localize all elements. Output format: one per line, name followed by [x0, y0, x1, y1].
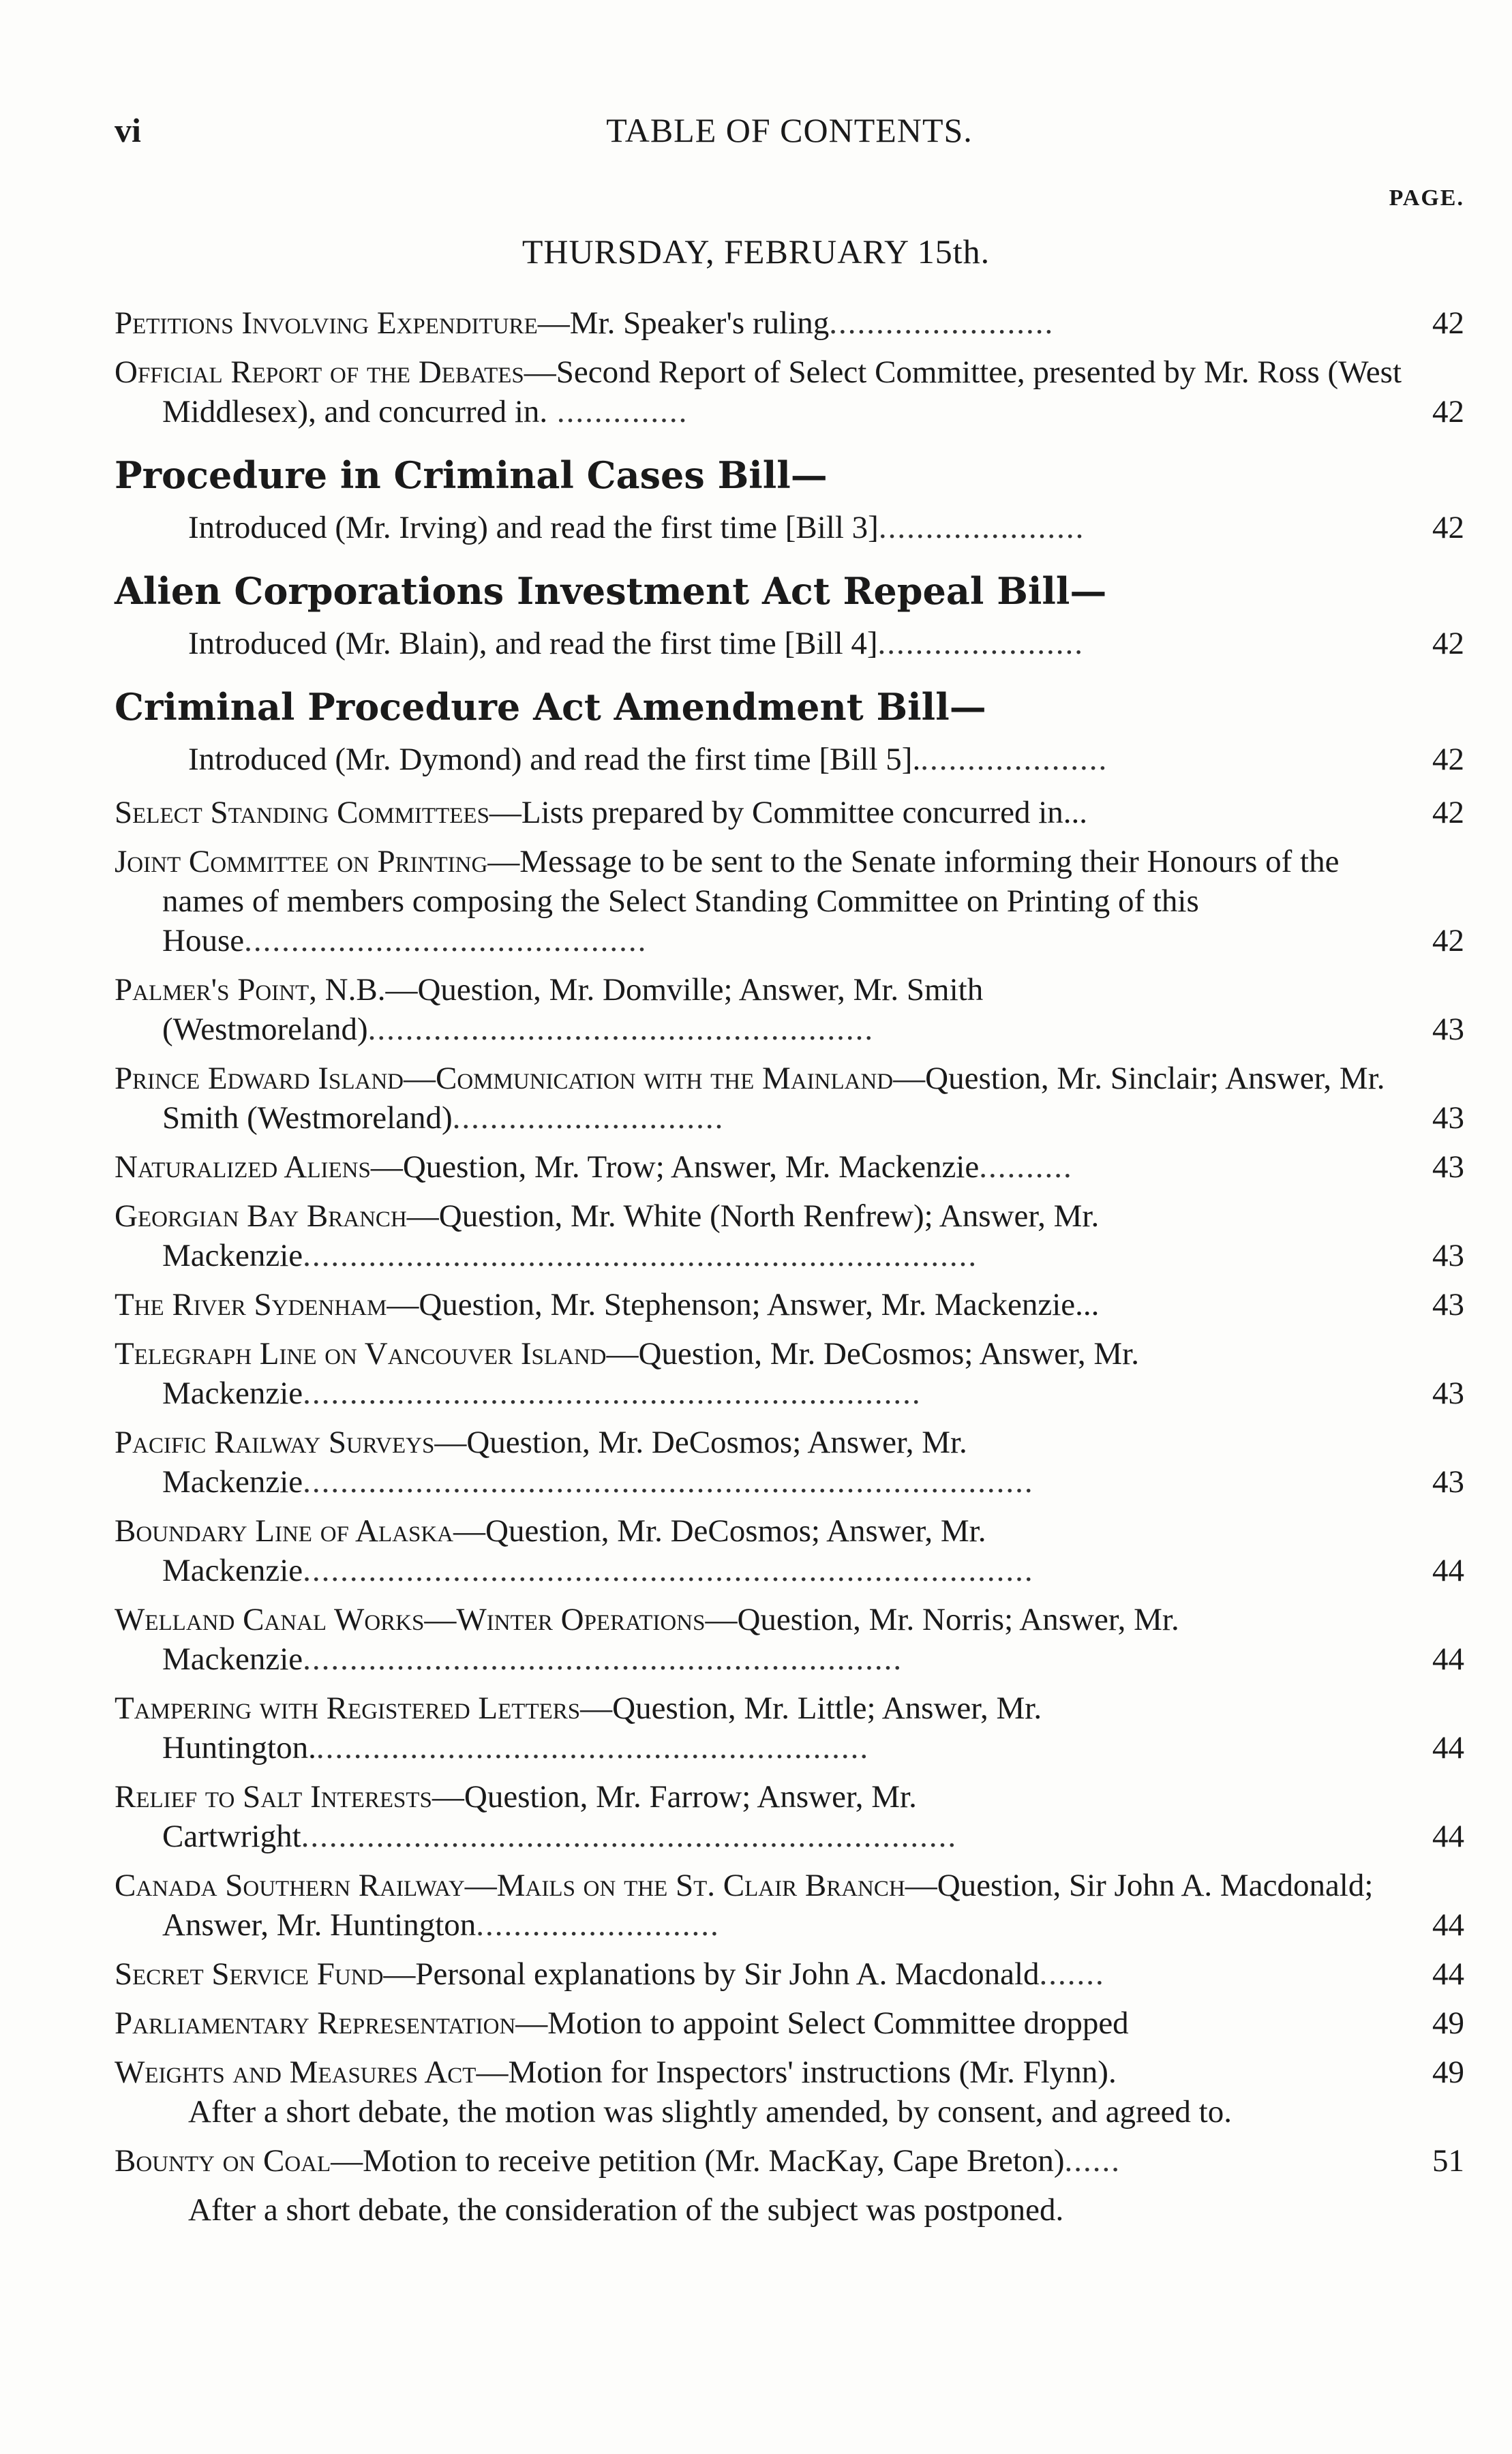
entry-head: Boundary Line of Alaska: [115, 1513, 454, 1549]
dot-leader: ..........: [979, 1149, 1073, 1185]
entry-body: —Motion to appoint Select Committee dropped: [515, 2005, 1129, 2041]
entry-head: Georgian Bay Branch: [115, 1198, 407, 1234]
toc-entry: [115, 352, 1464, 431]
entry-body: —Question, Mr. Stephenson; Answer, Mr. Mackenzie...: [387, 1287, 1100, 1322]
bill-line: Introduced (Mr. Dymond) and read the first time [Bill 5].: [188, 742, 921, 777]
entry-body: —Mr. Speaker's ruling: [537, 305, 830, 341]
toc-entry: [115, 1688, 1464, 1768]
entry-head: Petitions Involving Expenditure: [115, 305, 538, 341]
dot-leader: ...........................................: [244, 923, 648, 958]
entry-head: Welland Canal Works—Winter Operations: [115, 1602, 706, 1637]
bill-section: [115, 565, 1464, 663]
dot-leader: .......: [1039, 1956, 1105, 1992]
page-number: 42: [1432, 923, 1464, 958]
page-number: 44: [1432, 1553, 1464, 1588]
entry-head: Telegraph Line on Vancouver Island: [115, 1336, 607, 1372]
running-header: [115, 110, 1464, 158]
toc-entry: [115, 1059, 1464, 1138]
page-number: 44: [1432, 1730, 1464, 1766]
toc-entry: [115, 1777, 1464, 1856]
page-number: 44: [1432, 1819, 1464, 1854]
toc-entry: [115, 2141, 1464, 2181]
dot-leader: .............................: [452, 1100, 725, 1136]
page-number: 44: [1432, 1907, 1464, 1943]
entry-body: —Motion to receive petition (Mr. MacKay, Cape Breton): [331, 2143, 1065, 2179]
dot-leader: ...........................................................: [316, 1730, 870, 1766]
toc-entry: [115, 842, 1464, 960]
entry-head: Secret Service Fund: [115, 1956, 384, 1992]
entry-head: Joint Committee on Printing: [115, 844, 488, 879]
toc-entry: [115, 2052, 1464, 2132]
bill-title: Criminal Procedure Act Amendment Bill—: [115, 685, 986, 729]
toc-entry: [115, 1511, 1464, 1590]
entry-body: —Question, Mr. Farrow; Answer, Mr. Cartwright: [162, 1779, 917, 1854]
entry-body: —Question, Mr. Norris; Answer, Mr. Mackenzie: [162, 1602, 1179, 1677]
dot-leader: ........................: [829, 305, 1055, 341]
bill-line: Introduced (Mr. Blain), and read the first time [Bill 4]: [188, 626, 878, 661]
bill-line: Introduced (Mr. Irving) and read the first time [Bill 3]: [188, 510, 879, 545]
bill-section: [115, 449, 1464, 547]
toc-item-list: [115, 793, 1464, 2181]
page-number: 42: [1432, 394, 1464, 429]
page-column-label: PAGE.: [1389, 185, 1464, 211]
page-number: 43: [1432, 1012, 1464, 1047]
dot-leader: ......................: [877, 626, 1085, 661]
page-number: 42: [1432, 795, 1464, 830]
toc-entry: [115, 2003, 1464, 2043]
entry-body: —Question, Mr. Little; Answer, Mr. Huntington.: [162, 1691, 1042, 1766]
page-number: 51: [1432, 2143, 1464, 2179]
entry-head: The River Sydenham: [115, 1287, 387, 1322]
entry-body: —Question, Mr. DeCosmos; Answer, Mr. Mackenzie: [162, 1513, 986, 1588]
entry-body: —Personal explanations by Sir John A. Macdonald: [383, 1956, 1040, 1992]
entry-note: After a short debate, the motion was slightly amended, by consent, and agreed to.: [188, 2094, 1232, 2130]
entry-body: —Question, Mr. White (North Renfrew); Answer, Mr. Mackenzie: [162, 1198, 1100, 1273]
toc-entry: [115, 1334, 1464, 1413]
entry-head: Select Standing Committees: [115, 795, 489, 830]
page-folio: vi: [115, 111, 141, 149]
bill-section: [115, 681, 1464, 779]
entry-head: Prince Edward Island—Communication with the Mainland: [115, 1061, 894, 1096]
page-number: 44: [1432, 1641, 1464, 1677]
dot-leader: ........................................................................: [303, 1238, 978, 1273]
toc-entry: [115, 303, 1464, 343]
running-title: TABLE OF CONTENTS.: [606, 111, 973, 149]
toc-entry: [115, 970, 1464, 1049]
date-heading: THURSDAY, FEBRUARY 15th.: [521, 232, 991, 271]
page-number: 43: [1432, 1149, 1464, 1185]
toc-entry: [115, 1196, 1464, 1275]
entry-head: Relief to Salt Interests: [115, 1779, 432, 1815]
entry-head: Official Report of the Debates: [115, 354, 524, 390]
page-number: 44: [1432, 1956, 1464, 1992]
toc-entry: [115, 793, 1464, 832]
dot-leader: ..............................................................................: [303, 1553, 1034, 1588]
entry-body: —Question, Sir John A. Macdonald; Answer, Mr. Huntington: [162, 1868, 1374, 1943]
entry-head: Pacific Railway Surveys: [115, 1425, 435, 1460]
toc-entry: [115, 1866, 1464, 1945]
page-number: 43: [1432, 1238, 1464, 1273]
page-number: 42: [1432, 626, 1464, 661]
dot-leader: ....................: [920, 742, 1108, 777]
page-number: 43: [1432, 1287, 1464, 1322]
entry-body: —Question, Mr. Sinclair; Answer, Mr. Smith (Westmoreland): [162, 1061, 1385, 1136]
toc-entry: [115, 1954, 1464, 1994]
toc-entry: [115, 1600, 1464, 1679]
toc-entry: [115, 1423, 1464, 1502]
closing-note: After a short debate, the consideration of the subject was postponed.: [188, 2192, 1064, 2228]
contents-body: [115, 303, 1464, 2230]
entry-body: —Question, Mr. DeCosmos; Answer, Mr. Mackenzie: [162, 1425, 967, 1500]
entry-body: —Question, Mr. DeCosmos; Answer, Mr. Mackenzie: [162, 1336, 1139, 1411]
page-number: 42: [1432, 510, 1464, 545]
entry-head: Palmer's Point, N.B.: [115, 972, 386, 1008]
dot-leader: ......................: [878, 510, 1085, 545]
entry-head: Weights and Measures Act: [115, 2055, 477, 2090]
dot-leader: ..............................................................................: [303, 1464, 1034, 1500]
dot-leader: ......: [1064, 2143, 1121, 2179]
toc-entry: [115, 1285, 1464, 1324]
bill-title: Alien Corporations Investment Act Repeal Bill—: [115, 569, 1107, 613]
entry-body: —Question, Mr. Domville; Answer, Mr. Smith (Westmoreland): [162, 972, 984, 1047]
page-number: 42: [1432, 305, 1464, 341]
entry-head: Canada Southern Railway—Mails on the St. Clair Branch: [115, 1868, 905, 1903]
entry-head: Naturalized Aliens: [115, 1149, 371, 1185]
page-number: 49: [1432, 2005, 1464, 2041]
entry-head: Parliamentary Representation: [115, 2005, 516, 2041]
toc-entry: [115, 1147, 1464, 1187]
entry-body: —Message to be sent to the Senate informing their Honours of the names of members composing the Select Standing Committee on Printing of this House: [162, 844, 1340, 958]
entry-head: Tampering with Registered Letters: [115, 1691, 581, 1726]
dot-leader: ................................................................: [303, 1641, 903, 1677]
page-number: 42: [1432, 742, 1464, 777]
dot-leader: ......................................................................: [301, 1819, 958, 1854]
page-number: 49: [1432, 2055, 1464, 2090]
entry-body: —Question, Mr. Trow; Answer, Mr. Mackenzie: [370, 1149, 980, 1185]
page-number: 43: [1432, 1464, 1464, 1500]
dot-leader: ..................................................................: [303, 1376, 922, 1411]
entry-body: —Second Report of Select Committee, presented by Mr. Ross (West Middlesex), and concurred in.: [162, 354, 1402, 429]
dot-leader: ..............: [547, 394, 689, 429]
entry-body: —Lists prepared by Committee concurred in...: [489, 795, 1088, 830]
bill-title: Procedure in Criminal Cases Bill—: [115, 453, 828, 497]
page-number: 43: [1432, 1100, 1464, 1136]
page-number: 43: [1432, 1376, 1464, 1411]
dot-leader: ......................................................: [367, 1012, 875, 1047]
dot-leader: ..........................: [476, 1907, 720, 1943]
entry-head: Bounty on Coal: [115, 2143, 331, 2179]
entry-body: —Motion for Inspectors' instructions (Mr. Flynn).: [476, 2055, 1117, 2090]
